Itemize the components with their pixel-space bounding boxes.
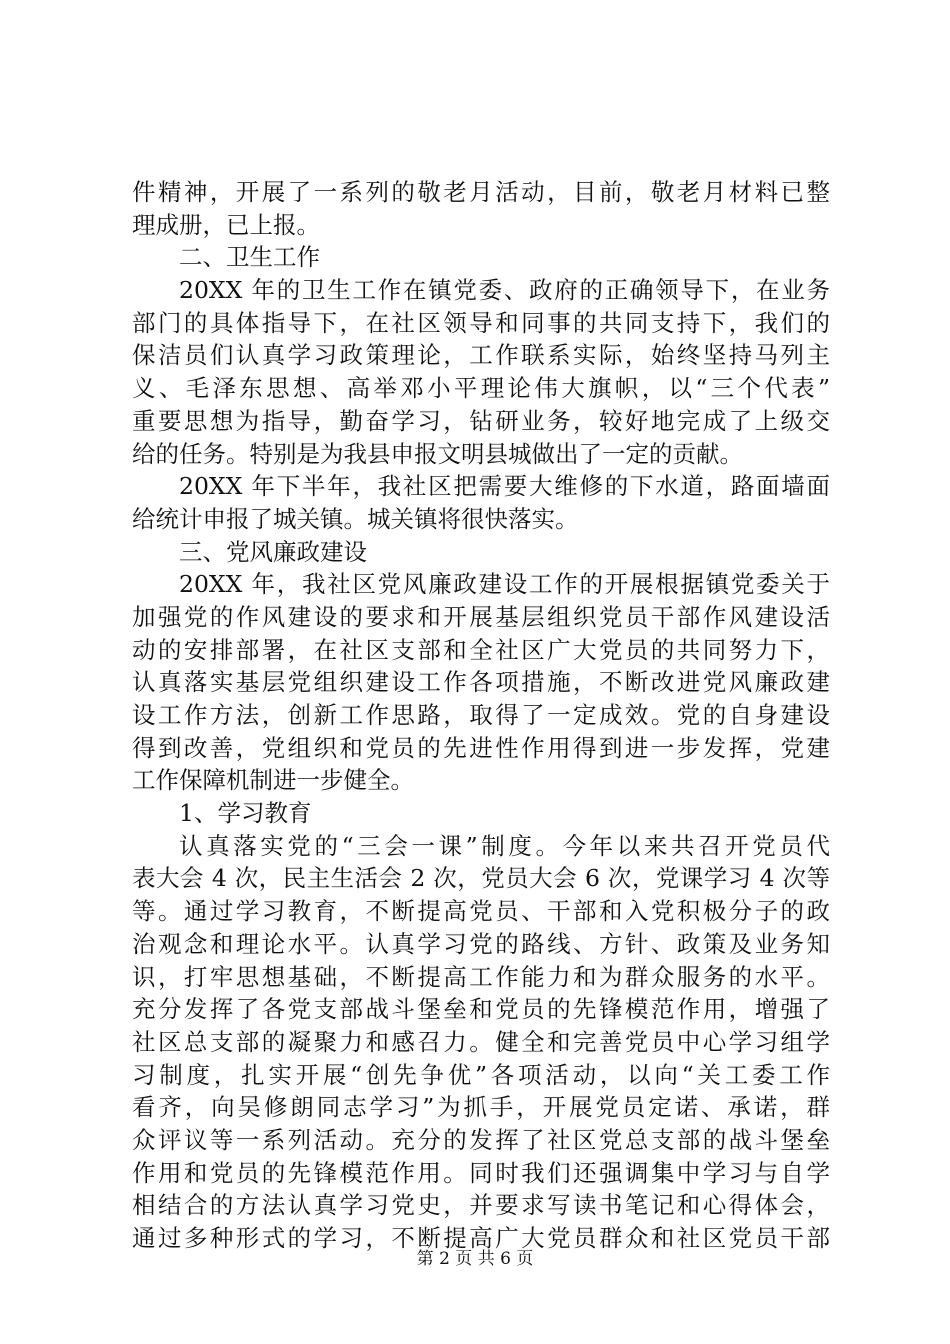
- text-line: 20XX 年的卫生工作在镇党委、政府的正确领导下，在业务: [179, 276, 830, 305]
- text-line: 表大会 4 次，民主生活会 2 次，党员大会 6 次，党课学习 4 次等: [132, 864, 830, 893]
- text-line: 通过多种形式的学习，不断提高广大党员群众和社区党员干部: [132, 1224, 830, 1252]
- text-line: 看齐，向吴修朗同志学习”为抓手，开展党员定诺、承诺，群: [132, 1093, 830, 1122]
- text-line: 部门的具体指导下，在社区领导和同事的共同支持下，我们的: [132, 308, 830, 337]
- text-line: 众评议等一系列活动。充分的发挥了社区党总支部的战斗堡垒: [132, 1125, 830, 1154]
- text-line: 设工作方法，创新工作思路，取得了一定成效。党的自身建设: [132, 701, 830, 729]
- text-line: 作用和党员的先锋模范作用。同时我们还强调集中学习与自学: [132, 1158, 830, 1187]
- text-line: 20XX 年，我社区党风廉政建设工作的开展根据镇党委关于: [179, 570, 830, 599]
- text-line: 件精神，开展了一系列的敬老月活动，目前，敬老月材料已整: [132, 178, 830, 206]
- text-line: 给的任务。特别是为我县申报文明县城做出了一定的贡献。: [132, 439, 743, 468]
- text-line: 识，打牢思想基础，不断提高工作能力和为群众服务的水平。: [132, 962, 830, 991]
- text-line: 保洁员们认真学习政策理论，工作联系实际，始终坚持马列主: [132, 341, 830, 370]
- text-line: 社区总支部的凝聚力和感召力。健全和完善党员中心学习组学: [132, 1027, 830, 1056]
- text-line: 给统计申报了城关镇。城关镇将很快落实。: [132, 504, 579, 533]
- text-line: 加强党的作风建设的要求和开展基层组织党员干部作风建设活: [132, 602, 830, 631]
- text-line: 重要思想为指导，勤奋学习，钻研业务，较好地完成了上级交: [132, 406, 830, 435]
- text-line: 等。通过学习教育，不断提高党员、干部和入党积极分子的政: [132, 897, 830, 926]
- text-line: 认真落实党的“三会一课”制度。今年以来共召开党员代: [179, 831, 830, 860]
- text-line: 义、毛泽东思想、高举邓小平理论伟大旗帜，以“三个代表”: [132, 374, 830, 403]
- text-line: 工作保障机制进一步健全。: [132, 766, 414, 795]
- text-line: 理成册，已上报。: [132, 210, 320, 239]
- text-line: 认真落实基层党组织建设工作各项措施，不断改进党风廉政建: [132, 668, 830, 697]
- text-line: 充分发挥了各党支部战斗堡垒和党员的先锋模范作用，增强了: [132, 995, 830, 1024]
- text-line: 1、学习教育: [179, 799, 312, 828]
- text-line: 20XX 年下半年，我社区把需要大维修的下水道，路面墙面: [179, 472, 830, 501]
- text-line: 动的安排部署，在社区支部和全社区广大党员的共同努力下，: [132, 635, 830, 664]
- text-line: 二、卫生工作: [179, 243, 320, 272]
- text-line: 习制度，扎实开展“创先争优”各项活动，以向“关工委工作: [132, 1060, 830, 1089]
- text-line: 治观念和理论水平。认真学习党的路线、方针、政策及业务知: [132, 929, 830, 958]
- text-line: 得到改善，党组织和党员的先进性作用得到进一步发挥，党建: [132, 733, 830, 762]
- text-line: 三、党风廉政建设: [179, 537, 367, 566]
- page-footer: 第 2 页 共 6 页: [416, 1249, 534, 1269]
- text-line: 相结合的方法认真学习党史，并要求写读书笔记和心得体会，: [132, 1191, 830, 1220]
- document-body: [132, 176, 830, 1255]
